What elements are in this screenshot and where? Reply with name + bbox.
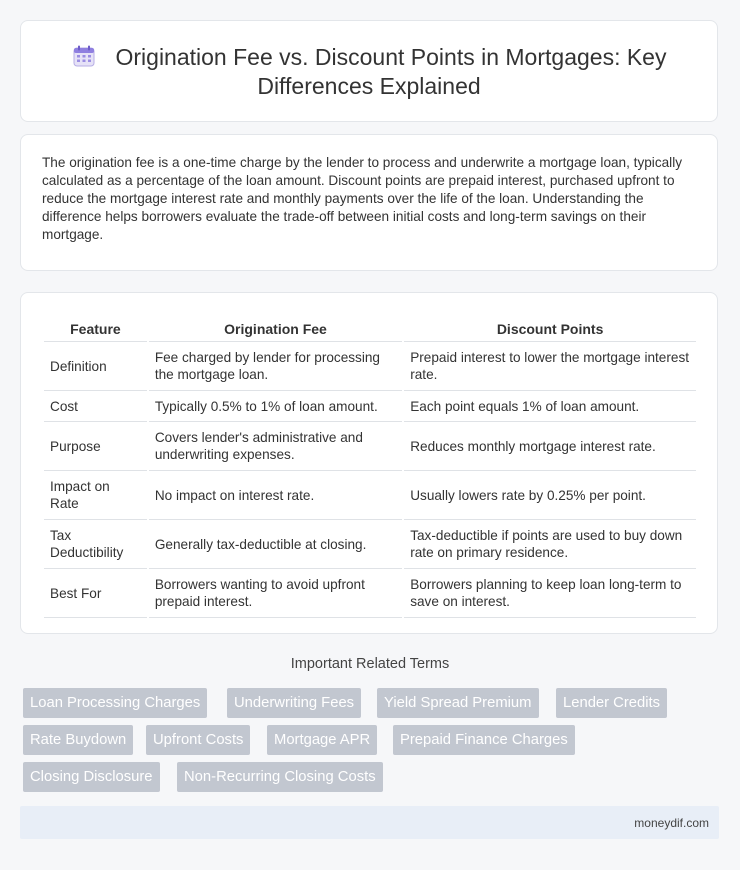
table-row	[44, 342, 696, 391]
table-header-row	[44, 314, 696, 342]
table-row	[44, 391, 696, 422]
title-card	[20, 20, 718, 122]
tag-rate-buydown[interactable]: Rate Buydown	[23, 725, 133, 755]
header-origination-fee: Origination Fee	[149, 314, 402, 342]
intro-paragraph: The origination fee is a one-time charge by the lender to process and underwrite a mortgage loan, typically calculated as a percentage of the loan amount. Discount points are prepaid interest, purchased upfront to reduce the mortgage interest rate and monthly payments over the life of the loan. Understanding the difference helps borrowers evaluate the trade-off between initial costs and long-term savings on their mortgage.	[42, 155, 683, 242]
feature-cell: Best For	[44, 569, 147, 618]
discount-cell: Borrowers planning to keep loan long-term to save on interest.	[404, 569, 696, 618]
calendar-icon	[72, 44, 96, 68]
table-row	[44, 471, 696, 520]
discount-cell: Tax-deductible if points are used to buy down rate on primary residence.	[404, 520, 696, 569]
header-feature: Feature	[44, 314, 147, 342]
comparison-table	[42, 314, 698, 618]
feature-cell: Purpose	[44, 422, 147, 471]
discount-cell: Prepaid interest to lower the mortgage interest rate.	[404, 342, 696, 391]
tag-yield-spread-premium[interactable]: Yield Spread Premium	[377, 688, 539, 718]
origination-cell: Generally tax-deductible at closing.	[149, 520, 402, 569]
related-terms-title: Important Related Terms	[290, 656, 450, 672]
discount-cell: Each point equals 1% of loan amount.	[404, 391, 696, 422]
origination-cell: No impact on interest rate.	[149, 471, 402, 520]
origination-cell: Borrowers wanting to avoid upfront prepaid interest.	[149, 569, 402, 618]
header-discount-points: Discount Points	[404, 314, 696, 342]
title-line-2: Differences Explained	[257, 73, 481, 99]
origination-cell: Fee charged by lender for processing the mortgage loan.	[149, 342, 402, 391]
discount-cell: Usually lowers rate by 0.25% per point.	[404, 471, 696, 520]
title-line-1: Origination Fee vs. Discount Points in Mortgages: Key	[115, 44, 667, 70]
table-row	[44, 422, 696, 471]
origination-cell: Covers lender's administrative and underwriting expenses.	[149, 422, 402, 471]
table-row	[44, 520, 696, 569]
tag-loan-processing-charges[interactable]: Loan Processing Charges	[23, 688, 207, 718]
feature-cell: Impact on Rate	[44, 471, 147, 520]
feature-cell: Tax Deductibility	[44, 520, 147, 569]
tag-prepaid-finance-charges[interactable]: Prepaid Finance Charges	[393, 725, 575, 755]
origination-cell: Typically 0.5% to 1% of loan amount.	[149, 391, 402, 422]
table-row	[44, 569, 696, 618]
footer	[20, 806, 719, 839]
page-title	[21, 43, 717, 101]
intro-card	[20, 134, 718, 271]
feature-cell: Definition	[44, 342, 147, 391]
tag-closing-disclosure[interactable]: Closing Disclosure	[23, 762, 160, 792]
tag-mortgage-apr[interactable]: Mortgage APR	[267, 725, 377, 755]
tag-underwriting-fees[interactable]: Underwriting Fees	[227, 688, 361, 718]
tag-non-recurring-closing-costs[interactable]: Non-Recurring Closing Costs	[177, 762, 383, 792]
tag-upfront-costs[interactable]: Upfront Costs	[146, 725, 250, 755]
comparison-card	[20, 292, 718, 634]
discount-cell: Reduces monthly mortgage interest rate.	[404, 422, 696, 471]
tag-lender-credits[interactable]: Lender Credits	[556, 688, 667, 718]
feature-cell: Cost	[44, 391, 147, 422]
footer-site: moneydif.com	[634, 816, 709, 830]
